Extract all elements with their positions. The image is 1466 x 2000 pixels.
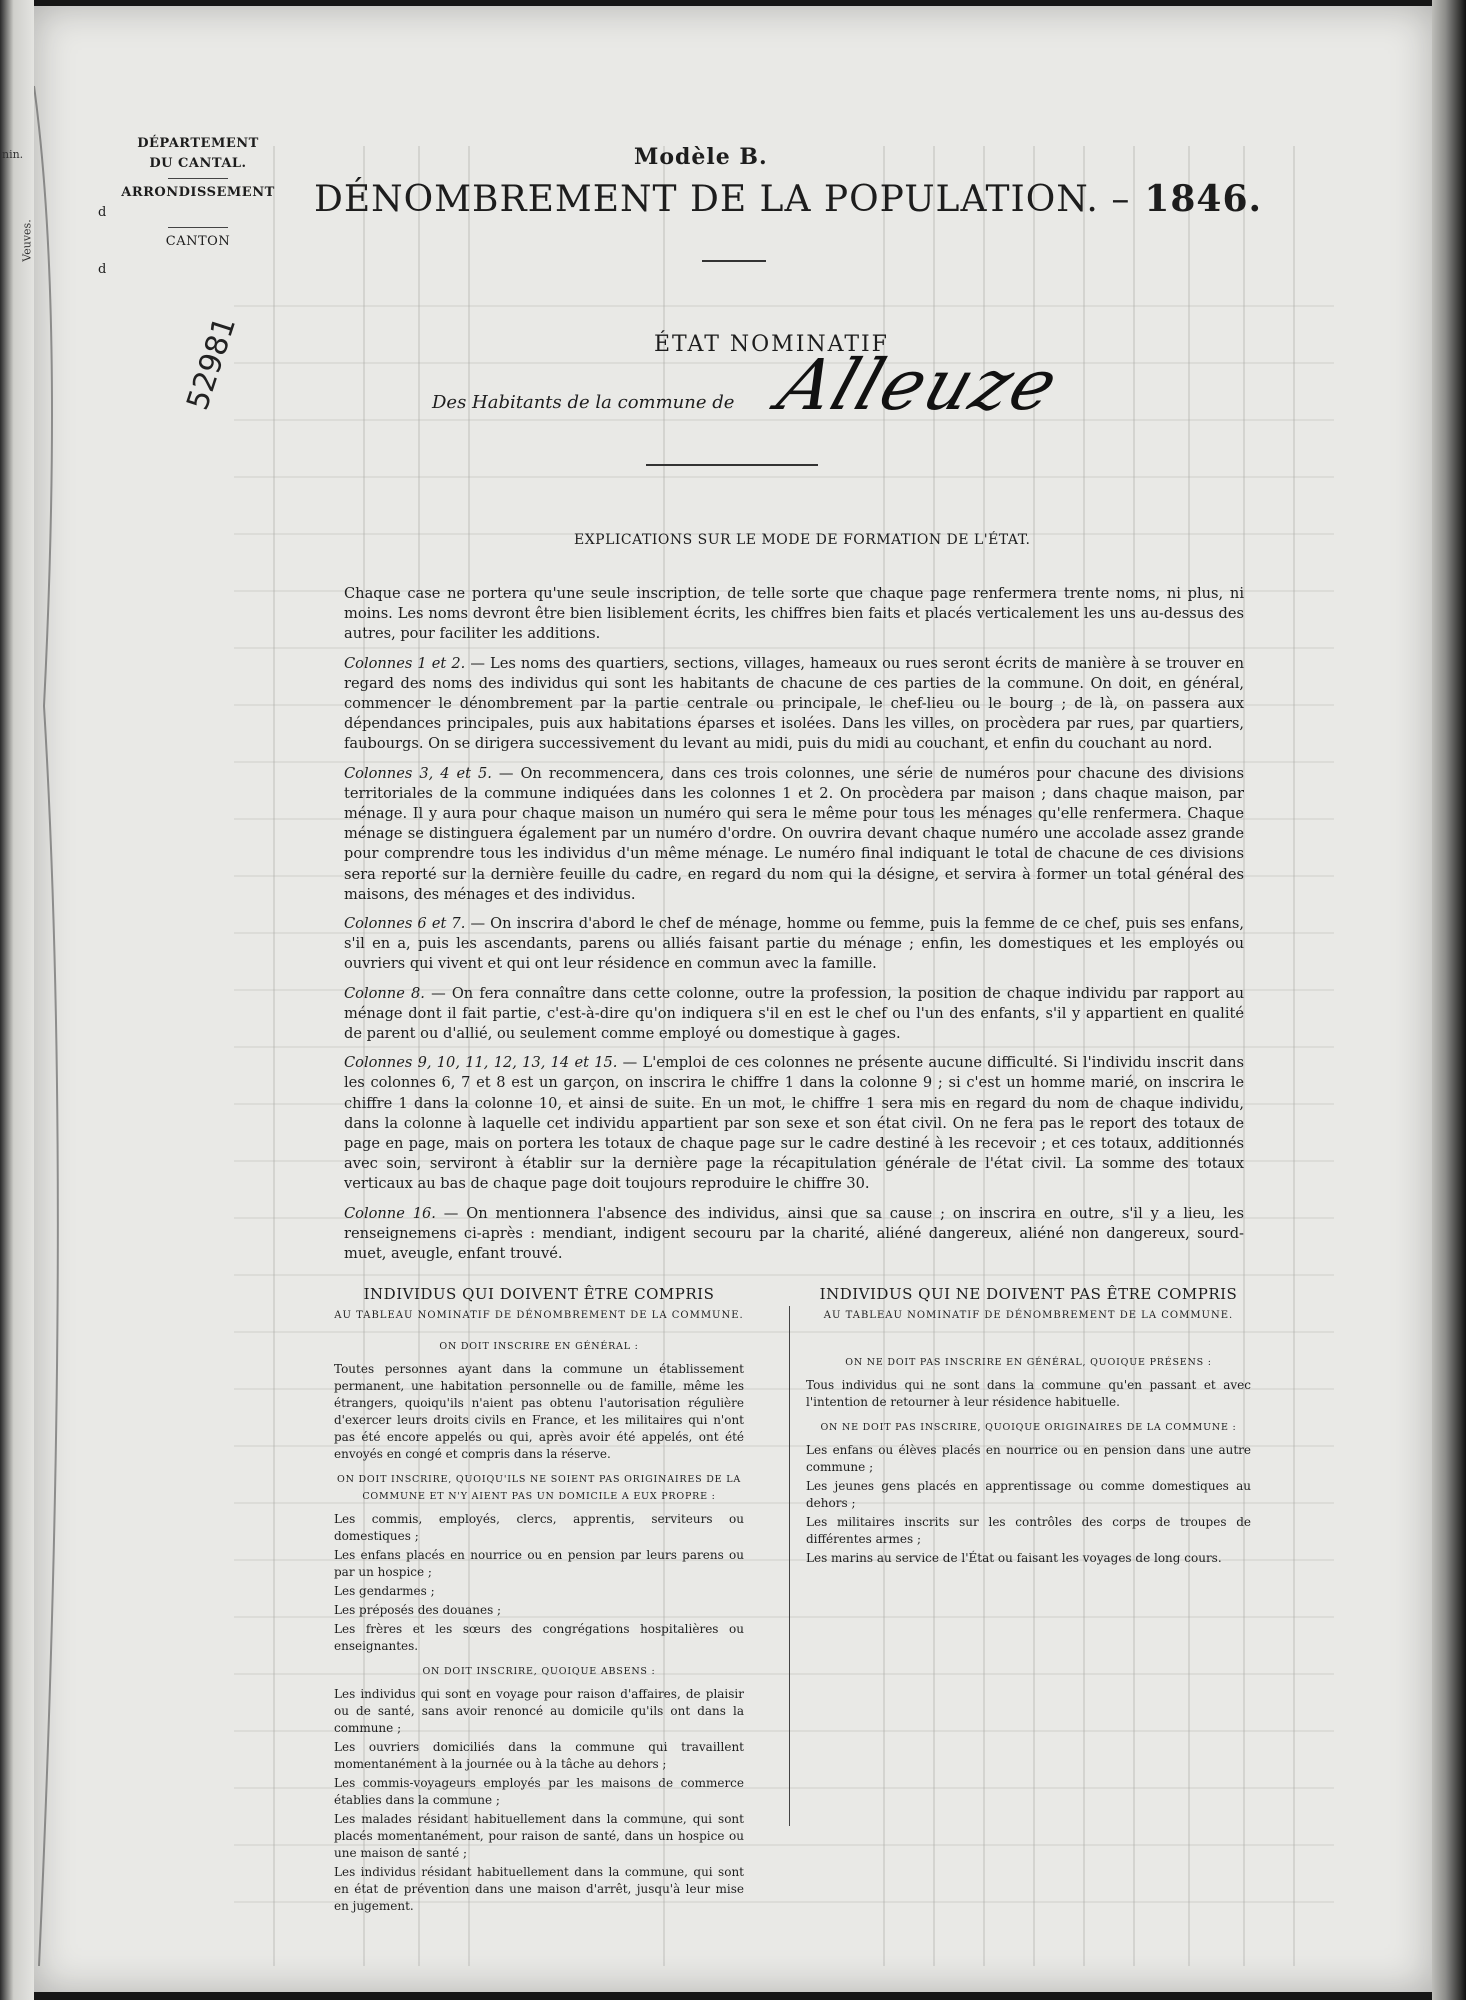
paragraph-lead: Colonne 16.	[344, 1204, 436, 1222]
paragraph	[344, 1204, 1244, 1265]
explanations-body	[344, 584, 1244, 1273]
divider	[168, 178, 228, 179]
paragraph-lead: Colonnes 1 et 2.	[344, 654, 466, 672]
paragraph: Chaque case ne portera qu'une seule inscription, de telle sorte que chaque page renfermera trente noms, ni plus, ni moins. Les noms devront être bien lisiblement écrits, les chiffres bien faits et placés verticalement les uns au-dessus des autres, pour faciliter les additions.	[344, 585, 1244, 643]
census-form-page	[34, 6, 1432, 1992]
list-item: Les ouvriers domiciliés dans la commune qui travaillent momentanément à la journée ou à la tâche au dehors ;	[334, 1740, 744, 1771]
paragraph-lead: Colonnes 6 et 7.	[344, 915, 466, 933]
explanations-title: EXPLICATIONS SUR LE MODE DE FORMATION DE L'ÉTAT.	[574, 532, 1031, 548]
department-label: DÉPARTEMENT	[137, 136, 259, 151]
edge-label-1: nin.	[2, 148, 24, 161]
divider	[702, 260, 766, 262]
section-heading: ON NE DOIT PAS INSCRIRE, QUOIQUE ORIGINAIRES DE LA COMMUNE :	[820, 1422, 1237, 1433]
list-item: Les marins au service de l'État ou faisant les voyages de long cours.	[806, 1551, 1222, 1565]
archive-number-stamp: 52981	[180, 312, 244, 415]
left-page-edge	[0, 0, 34, 2000]
paragraph	[344, 984, 1244, 1045]
title-text: DÉNOMBREMENT DE LA POPULATION. –	[314, 179, 1131, 220]
canton-label: CANTON	[165, 234, 231, 249]
arrondissement-label: ARRONDISSEMENT	[121, 185, 275, 200]
list-item: Les individus qui sont en voyage pour raison d'affaires, de plaisir ou de santé, sans avoir renoncé au domicile qu'ils ont dans la commune ;	[334, 1687, 744, 1735]
rule-text: Tous individus qui ne sont dans la commune qu'en passant et avec l'intention de retourner à leur résidence habituelle.	[806, 1378, 1251, 1409]
commune-name-handwritten: Alleuze	[768, 344, 1070, 426]
paragraph	[344, 1053, 1244, 1194]
inclusion-rules	[334, 1285, 1254, 1913]
habitants-label: Des Habitants de la commune de	[432, 392, 735, 413]
paragraph-lead: Colonnes 3, 4 et 5.	[344, 764, 492, 782]
excluded-title: INDIVIDUS QUI NE DOIVENT PAS ÊTRE COMPRIS	[819, 1285, 1238, 1303]
divider	[646, 464, 818, 466]
list-item: Les militaires inscrits sur les contrôles des corps de troupes de différentes armes ;	[806, 1515, 1251, 1546]
arrondissement-prefix: d	[98, 205, 107, 220]
section-heading: ON DOIT INSCRIRE, QUOIQU'ILS NE SOIENT PAS ORIGINAIRES DE LA COMMUNE ET N'Y AIENT PAS UN DOMICILE A EUX PROPRE :	[337, 1474, 741, 1502]
list-item: Les enfans ou élèves placés en nourrice ou en pension dans une autre commune ;	[806, 1443, 1251, 1474]
paragraph-text: — On mentionnera l'absence des individus, ainsi que sa cause ; on inscrira en outre, s'il y a lieu, les renseignemens ci-après : mendiant, indigent secouru par la charité, aliéné dangereux, aliéné non dangereux, sourd-muet, aveugle, enfant trouvé.	[344, 1204, 1244, 1263]
divider	[168, 227, 228, 228]
list-item: Les commis-voyageurs employés par les maisons de commerce établies dans la commune ;	[334, 1776, 744, 1807]
paragraph-text: — On inscrira d'abord le chef de ménage, homme ou femme, puis la femme de ce chef, puis ses enfans, s'il en a, puis les ascendants, parens ou alliés faisant partie du ménage ; enfin, les domestiques et les employés ou ouvriers qui vivent et qui ont leur résidence en commun avec la famille.	[344, 915, 1244, 973]
paragraph	[344, 764, 1244, 905]
department-name: DU CANTAL.	[149, 156, 247, 171]
page-title	[314, 178, 1262, 220]
included-column	[334, 1286, 744, 1917]
column-divider	[789, 1306, 790, 1826]
list-item: Les frères et les sœurs des congrégations hospitalières ou enseignantes.	[334, 1622, 744, 1653]
list-item: Les malades résidant habituellement dans la commune, qui sont placés momentanément, pour raison de santé, dans un hospice ou une maison de santé ;	[334, 1812, 744, 1860]
paragraph-text: — Les noms des quartiers, sections, villages, hameaux ou rues seront écrits de manière à se trouver en regard des noms des individus qui sont les habitants de chacune de ces parties de la commune. On doit, en général, commencer le dénombrement par la partie centrale ou principale, le chef-lieu ou le bourg ; de là, on passera aux dépendances principales, puis aux habitations éparses et isolées. Dans les villes, on procèdera par rues, par quartiers, faubourgs. On se dirigera successivement du levant au midi, puis du midi au couchant, et enfin du couchant au nord.	[344, 654, 1244, 753]
paragraph-lead: Colonne 8.	[344, 984, 425, 1002]
included-subtitle: AU TABLEAU NOMINATIF DE DÉNOMBREMENT DE LA COMMUNE.	[334, 1310, 744, 1321]
list-item: Les individus résidant habituellement dans la commune, qui sont en état de prévention dans une maison d'arrêt, jusqu'à leur mise en jugement.	[334, 1865, 744, 1913]
excluded-column	[806, 1286, 1251, 1569]
section-heading: ON DOIT INSCRIRE EN GÉNÉRAL :	[439, 1341, 639, 1352]
census-year: 1846.	[1144, 178, 1263, 220]
canton-prefix: d	[98, 262, 107, 277]
paragraph-text: — L'emploi de ces colonnes ne présente aucune difficulté. Si l'individu inscrit dans les colonnes 6, 7 et 8 est un garçon, on inscrira le chiffre 1 dans la colonne 9 ; si c'est un homme marié, on inscrira le chiffre 1 dans la colonne 10, et ainsi de suite. En un mot, le chiffre 1 sera mis en regard du nom de chaque individu, dans la colonne à laquelle cet individu appartient par son sexe et son état civil. On ne fera pas le report des totaux de page en page, mais on portera les totaux de chaque page sur le cadre destiné à les recevoir ; et ces totaux, additionnés avec soin, serviront à établir sur la dernière page la récapitulation générale de l'état civil. La somme des totaux verticaux au bas de chaque page doit toujours reproduire le chiffre 30.	[344, 1054, 1244, 1193]
model-label: Modèle B.	[634, 144, 768, 170]
section-heading: ON NE DOIT PAS INSCRIRE EN GÉNÉRAL, QUOIQUE PRÉSENS :	[845, 1357, 1212, 1368]
paragraph-text: — On recommencera, dans ces trois colonnes, une série de numéros pour chacune des divisions territoriales de la commune indiquées dans les colonnes 1 et 2. On procèdera par maison ; dans chaque maison, par ménage. Il y aura pour chaque maison un numéro qui sera le même pour tous les ménages qu'elle renfermera. Chaque ménage se distinguera également par un numéro d'ordre. On ouvrira devant chaque numéro une accolade assez grande pour comprendre tous les individus d'un même ménage. Le numéro final indiquant le total de chacune de ces divisions sera reporté sur la dernière feuille du cadre, en regard du nom qui la désigne, et servira à former un total général des maisons, des ménages et des individus.	[344, 764, 1244, 903]
rule-text: Toutes personnes ayant dans la commune un établissement permanent, une habitation personnelle ou de famille, même les étrangers, quoiqu'ils n'aient pas obtenu l'autorisation régulière d'exercer leurs droits civils en France, et les militaires qui n'ont pas été encore appelés ou qui, après avoir été appelés, ont été envoyés en congé et compris dans la réserve.	[334, 1362, 744, 1461]
list-item: Les jeunes gens placés en apprentissage ou comme domestiques au dehors ;	[806, 1479, 1251, 1510]
paragraph	[344, 914, 1244, 975]
paragraph	[344, 654, 1244, 755]
etat-title: ÉTAT NOMINATIF	[654, 332, 889, 357]
department-block	[98, 134, 298, 280]
included-title: INDIVIDUS QUI DOIVENT ÊTRE COMPRIS	[363, 1285, 715, 1303]
list-item: Les commis, employés, clercs, apprentis, serviteurs ou domestiques ;	[334, 1512, 744, 1543]
list-item: Les gendarmes ;	[334, 1584, 435, 1598]
excluded-subtitle: AU TABLEAU NOMINATIF DE DÉNOMBREMENT DE LA COMMUNE.	[823, 1310, 1234, 1321]
paragraph-lead: Colonnes 9, 10, 11, 12, 13, 14 et 15.	[344, 1054, 618, 1072]
list-item: Les préposés des douanes ;	[334, 1603, 502, 1617]
right-page-edge	[1432, 0, 1466, 2000]
list-item: Les enfans placés en nourrice ou en pension par leurs parens ou par un hospice ;	[334, 1548, 744, 1579]
section-heading: ON DOIT INSCRIRE, QUOIQUE ABSENS :	[422, 1666, 656, 1677]
paragraph-text: — On fera connaître dans cette colonne, outre la profession, la position de chaque individu par rapport au ménage dont il fait partie, c'est-à-dire qu'on indiquera s'il en est le chef ou l'un des enfants, s'il y appartient en qualité de parent ou d'allié, ou seulement comme employé ou domestique à gages.	[344, 984, 1244, 1043]
edge-label-2: Veuves.	[20, 219, 34, 262]
